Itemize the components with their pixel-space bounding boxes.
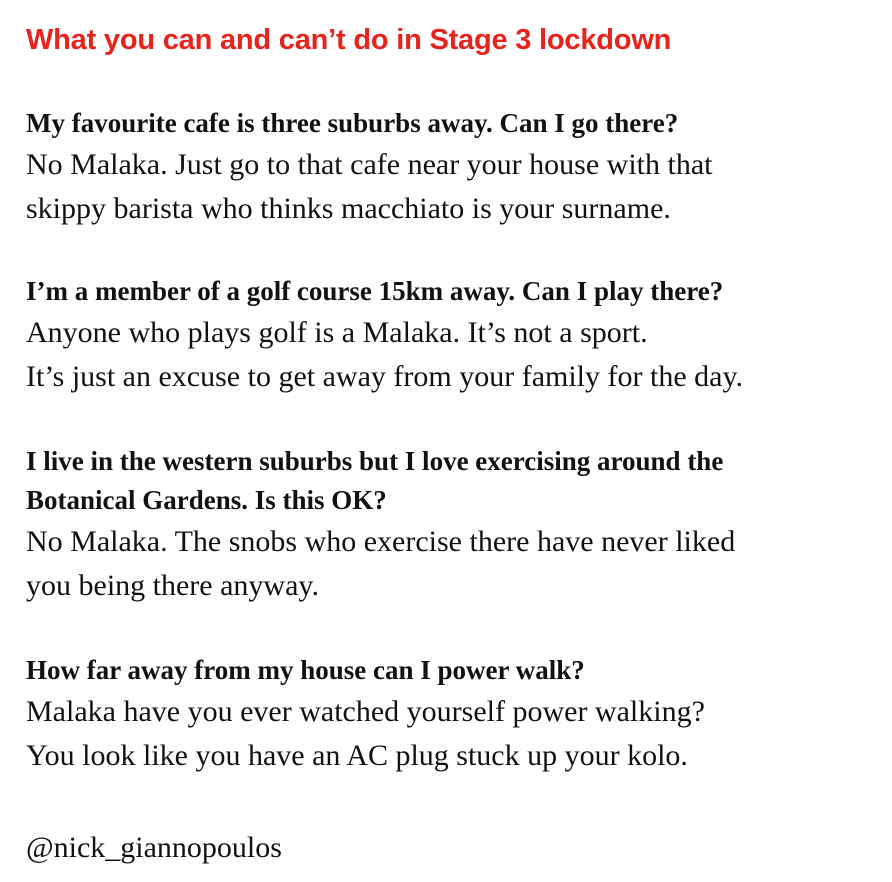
answer-line: Malaka have you ever watched yourself power walking? [26, 695, 705, 728]
answer-line: It’s just an excuse to get away from your family for the day. [26, 360, 744, 393]
answer-line: No Malaka. Just go to that cafe near your house with that [26, 148, 713, 181]
answer-line: Anyone who plays golf is a Malaka. It’s not a sport. [26, 316, 648, 349]
question-line: I’m a member of a golf course 15km away. Can I play there? [26, 276, 724, 306]
question-line: Botanical Gardens. Is this OK? [26, 485, 387, 515]
answer-line: No Malaka. The snobs who exercise there have never liked [26, 525, 736, 558]
qa-item-cafe [26, 104, 886, 231]
qa-item-botanical-gardens [26, 442, 886, 608]
page-title: What you can and can’t do in Stage 3 lockdown [26, 24, 672, 56]
qa-item-golf [26, 272, 886, 399]
question-line: I live in the western suburbs but I love exercising around the [26, 446, 724, 476]
qa-item-power-walk [26, 651, 886, 778]
author-handle: @nick_giannopoulos [26, 831, 282, 864]
answer-line: skippy barista who thinks macchiato is your surname. [26, 192, 671, 225]
question-line: How far away from my house can I power walk? [26, 655, 585, 685]
question-line: My favourite cafe is three suburbs away. Can I go there? [26, 108, 679, 138]
answer-line: You look like you have an AC plug stuck up your kolo. [26, 739, 688, 772]
answer-line: you being there anyway. [26, 569, 319, 602]
